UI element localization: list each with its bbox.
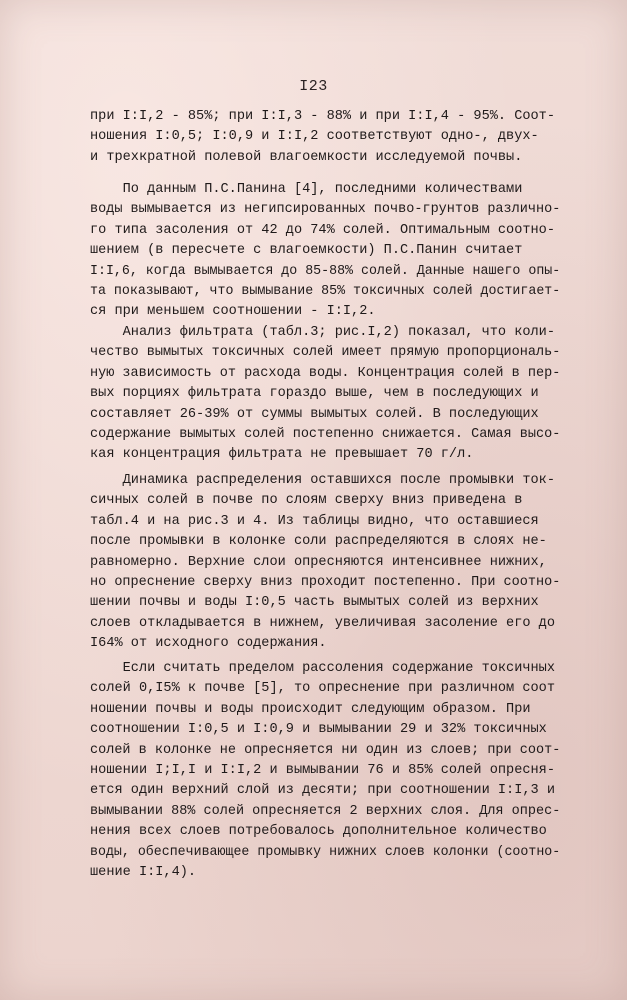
text-line: шении почвы и воды I:0,5 часть вымытых солей из верхних bbox=[90, 595, 539, 611]
page-number: I23 bbox=[299, 78, 328, 95]
text-line: шением (в пересчете с влагоемкости) П.С.Панин считает bbox=[90, 243, 523, 259]
text-line: нения всех слоев потребовалось дополнительное количество bbox=[90, 824, 547, 840]
text-line: но опреснение сверху вниз проходит постепенно. При соотно- bbox=[90, 575, 561, 590]
text-line: го типа засоления от 42 до 74% солей. Оптимальным соотно- bbox=[90, 222, 555, 238]
text-line: та показывают, что вымывание 85% токсичных солей достигает- bbox=[90, 284, 561, 299]
text-line: равномерно. Верхние слои опресняются интенсивнее нижних, bbox=[90, 554, 547, 570]
text-line: шение I:I,4). bbox=[90, 865, 197, 880]
text-line: и трехкратной полевой влагоемкости исследуемой почвы. bbox=[90, 149, 523, 165]
text-line: Динамика распределения оставшихся после промывки ток- bbox=[90, 473, 555, 488]
text-line: воды, обеспечивающее промывку нижних слоев колонки (соотно- bbox=[90, 844, 561, 860]
text-line: табл.4 и на рис.3 и 4. Из таблицы видно, что оставшиеся bbox=[90, 513, 539, 529]
text-line: I:I,6, когда вымывается до 85-88% солей. Данные нашего опы- bbox=[90, 263, 561, 279]
text-line: после промывки в колонке соли распределяются в слоях не- bbox=[90, 534, 547, 550]
text-line: вых порциях фильтрата гораздо выше, чем в последующих и bbox=[90, 386, 539, 402]
text-line: Анализ фильтрата (табл.3; рис.I,2) показал, что коли- bbox=[90, 325, 555, 340]
text-line: I64% от исходного содержания. bbox=[90, 636, 327, 652]
text-line: содержание вымытых солей постепенно снижается. Самая высо- bbox=[90, 427, 561, 442]
text-line: воды вымывается из негипсированных почво-грунтов различно- bbox=[90, 202, 561, 218]
text-line: сичных солей в почве по слоям сверху вниз приведена в bbox=[90, 493, 523, 509]
text-line: чество вымытых токсичных солей имеет прямую пропорциональ- bbox=[90, 345, 561, 361]
text-line: ношении I;I,I и I:I,2 и вымывании 76 и 85% солей опресня- bbox=[90, 763, 555, 778]
text-line: при I:I,2 - 85%; при I:I,3 - 88% и при I:I,4 - 95%. Соот- bbox=[90, 109, 555, 124]
text-line: ную зависимость от расхода воды. Концентрация солей в пер- bbox=[90, 365, 561, 381]
text-line: Если считать пределом рассоления содержание токсичных bbox=[90, 661, 555, 676]
text-line: ся при меньшем соотношении - I:I,2. bbox=[90, 304, 376, 320]
text-line: ношении почвы и воды происходит следующим образом. При bbox=[90, 701, 531, 717]
text-line: ется один верхний слой из десяти; при соотношении I:I,3 и bbox=[90, 783, 555, 799]
text-line: солей в колонке не опресняется ни один из слоев; при соот- bbox=[90, 742, 561, 758]
text-line: составляет 26-39% от суммы вымытых солей. В последующих bbox=[90, 406, 539, 422]
text-line: соотношении I:0,5 и I:0,9 и вымывании 29 и 32% токсичных bbox=[90, 722, 547, 738]
text-line: ношения I:0,5; I:0,9 и I:I,2 соответствуют одно-, двух- bbox=[90, 129, 539, 145]
text-line: вымывании 88% солей опресняется 2 верхних слоя. Для опрес- bbox=[90, 803, 561, 819]
text-line: солей 0,I5% к почве [5], то опреснение при различном соот bbox=[90, 681, 555, 697]
text-line: По данным П.С.Панина [4], последними количествами bbox=[90, 182, 523, 197]
text-line: слоев откладывается в нижнем, увеличивая засоление его до bbox=[90, 615, 555, 631]
text-line: кая концентрация фильтрата не превышает 70 г/л. bbox=[90, 447, 474, 463]
